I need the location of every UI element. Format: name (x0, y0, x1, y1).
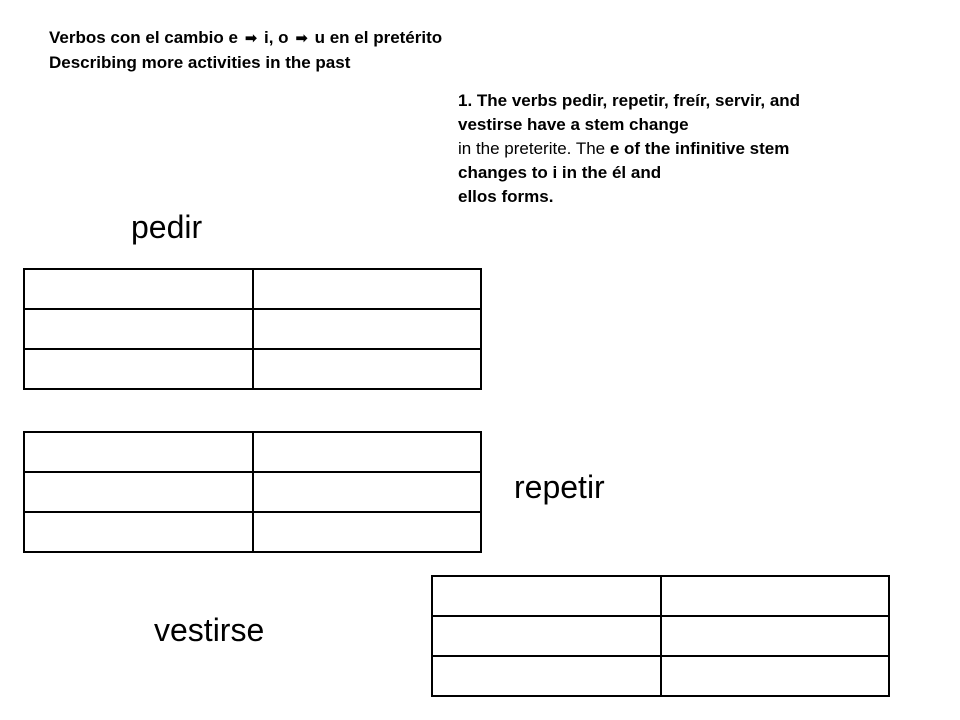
table-cell[interactable] (661, 576, 890, 616)
table-cell[interactable] (253, 309, 482, 349)
table-cell[interactable] (24, 269, 253, 309)
right-arrow-icon: ➡ (295, 30, 308, 47)
table-row (24, 309, 481, 349)
table-cell[interactable] (24, 432, 253, 472)
title-part-2: i, o (264, 28, 289, 47)
table-cell[interactable] (661, 656, 890, 696)
table-cell[interactable] (661, 616, 890, 656)
table-cell[interactable] (253, 432, 482, 472)
conjugation-table-vestirse (431, 575, 890, 697)
table-cell[interactable] (24, 349, 253, 389)
table-row (24, 349, 481, 389)
table-row (432, 616, 889, 656)
table-row (432, 576, 889, 616)
table-row (24, 269, 481, 309)
table-cell[interactable] (432, 576, 661, 616)
explanation-line-5: ellos forms. (458, 187, 554, 206)
explanation-line-1: 1. The verbs pedir, repetir, freír, servir, and (458, 91, 801, 110)
explanation-text (458, 89, 898, 209)
table-cell[interactable] (253, 269, 482, 309)
title-part-3: u en el pretérito (314, 28, 443, 47)
table-cell[interactable] (432, 616, 661, 656)
table-cell[interactable] (24, 512, 253, 552)
conjugation-table-repetir (23, 431, 482, 553)
verb-label-pedir: pedir (131, 209, 203, 245)
table-row (24, 512, 481, 552)
table-cell[interactable] (432, 656, 661, 696)
table-cell[interactable] (24, 472, 253, 512)
table-cell[interactable] (253, 472, 482, 512)
page-title (49, 26, 442, 75)
table-cell[interactable] (24, 309, 253, 349)
table-cell[interactable] (253, 512, 482, 552)
table-cell[interactable] (253, 349, 482, 389)
title-line (49, 26, 442, 51)
explanation-line-4: changes to i in the él and (458, 163, 662, 182)
explanation-line-3-plain: in the preterite. The (458, 139, 610, 158)
table-row (24, 432, 481, 472)
verb-label-repetir: repetir (514, 469, 605, 505)
title-part-1: Verbos con el cambio e (49, 28, 238, 47)
explanation-line-2: vestirse have a stem change (458, 115, 689, 134)
page-subtitle: Describing more activities in the past (49, 53, 351, 72)
verb-label-vestirse: vestirse (154, 612, 265, 648)
explanation-line-3-bold: e of the infinitive stem (609, 139, 790, 158)
right-arrow-icon: ➡ (244, 30, 258, 47)
conjugation-table-pedir (23, 268, 482, 390)
table-row (24, 472, 481, 512)
table-row (432, 656, 889, 696)
explanation-line-3 (458, 137, 898, 161)
